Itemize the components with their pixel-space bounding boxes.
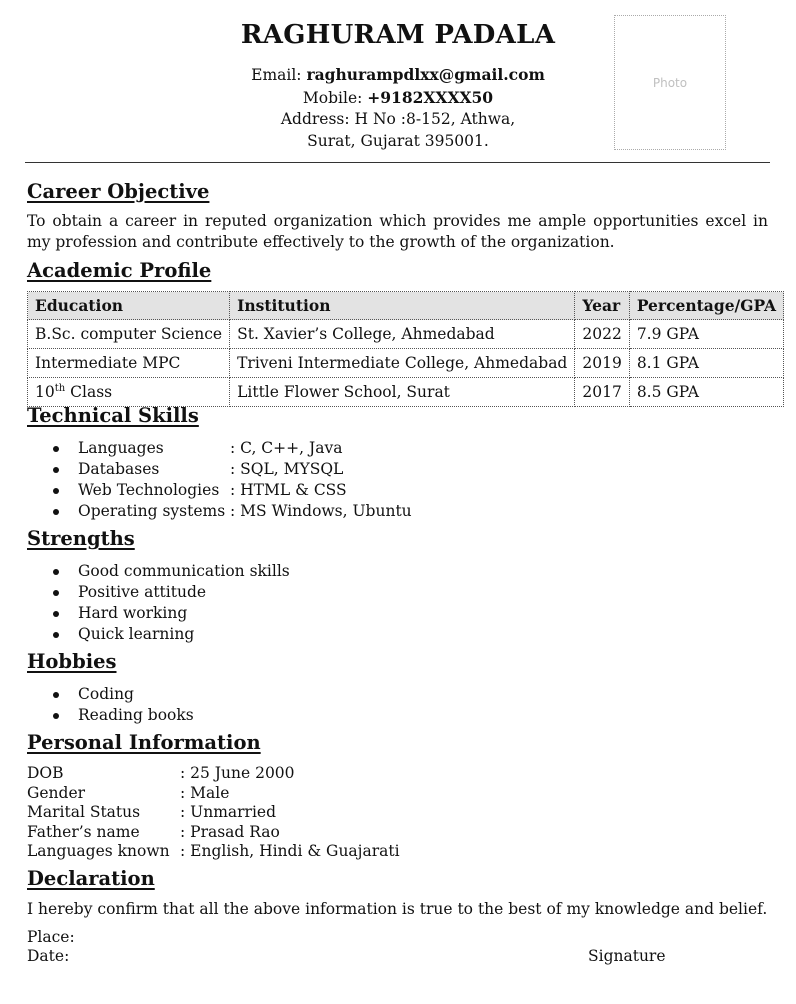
- declaration-text: I hereby confirm that all the above information is true to the best of my knowledge and belief.: [27, 900, 768, 918]
- ordinal-suffix: th: [54, 382, 66, 394]
- score-cell: 8.1 GPA: [629, 349, 783, 378]
- technical-skills-heading: Technical Skills: [27, 404, 199, 427]
- score-cell: 8.5 GPA: [629, 378, 783, 407]
- info-key: Marital Status: [27, 803, 141, 821]
- table-row: [28, 349, 784, 378]
- bullet-icon: [53, 713, 59, 719]
- bullet-icon: [53, 692, 59, 698]
- mobile-line: [170, 88, 626, 107]
- bullet-icon: [53, 488, 59, 494]
- header-divider: [25, 162, 770, 163]
- info-value: : Male: [180, 783, 230, 802]
- column-header: Year: [575, 292, 629, 320]
- column-header: Percentage/GPA: [629, 292, 783, 320]
- info-value: : 25 June 2000: [180, 764, 295, 782]
- bullet-icon: [53, 590, 59, 596]
- bullet-icon: [53, 611, 59, 617]
- table-header-row: [28, 292, 784, 320]
- skill-label: Operating systems: [78, 502, 226, 520]
- year-cell: 2017: [575, 378, 629, 407]
- bullet-icon: [53, 509, 59, 515]
- education-number: 10: [35, 383, 55, 402]
- hobby-text: Reading books: [78, 706, 194, 724]
- institution-cell: Little Flower School, Surat: [230, 378, 575, 407]
- skill-value: : HTML & CSS: [230, 481, 347, 499]
- education-cell: Intermediate MPC: [28, 349, 230, 378]
- education-cell: B.Sc. computer Science: [28, 320, 230, 349]
- info-value: : Prasad Rao: [180, 822, 280, 841]
- strength-text: Quick learning: [78, 625, 195, 643]
- email-line: [170, 65, 626, 84]
- skill-label: Databases: [78, 460, 160, 478]
- institution-cell: St. Xavier’s College, Ahmedabad: [230, 320, 575, 349]
- career-objective-heading: Career Objective: [27, 180, 210, 203]
- table-row: [28, 320, 784, 349]
- education-cell: [28, 378, 230, 407]
- strength-text: Good communication skills: [78, 562, 290, 580]
- academic-table: [27, 291, 784, 407]
- place-label: Place:: [27, 928, 75, 946]
- career-objective-text: To obtain a career in reputed organization which provides me ample opportunities excel in my profession and contribute effectively to the growth of the organization.: [27, 212, 768, 251]
- bullet-icon: [53, 569, 59, 575]
- skill-value: : MS Windows, Ubuntu: [230, 502, 412, 520]
- strengths-heading: Strengths: [27, 527, 135, 550]
- mobile-label: Mobile:: [302, 89, 368, 107]
- skill-label: Web Technologies: [78, 481, 220, 499]
- info-key: Father’s name: [27, 822, 140, 841]
- signature-label: Signature: [588, 947, 666, 965]
- declaration-heading: Declaration: [27, 867, 155, 890]
- bullet-icon: [53, 467, 59, 473]
- candidate-name: RAGHURAM PADALA: [240, 20, 556, 50]
- info-key: Gender: [27, 783, 86, 802]
- bullet-icon: [53, 446, 59, 452]
- mobile-value: +9182XXXX50: [367, 88, 494, 107]
- info-value: : English, Hindi & Guajarati: [180, 842, 400, 860]
- address-line-1: Address: H No :8-152, Athwa,: [280, 110, 516, 128]
- photo-placeholder: Photo: [614, 15, 726, 150]
- academic-profile-heading: Academic Profile: [27, 259, 212, 282]
- email-label: Email:: [251, 66, 307, 84]
- email-value: raghurampdlxx@gmail.com: [306, 65, 545, 84]
- strength-text: Positive attitude: [78, 583, 207, 601]
- info-key: Languages known: [27, 842, 170, 860]
- score-cell: 7.9 GPA: [629, 320, 783, 349]
- strength-text: Hard working: [78, 604, 188, 622]
- personal-information-heading: Personal Information: [27, 731, 261, 754]
- date-label: Date:: [27, 947, 70, 965]
- info-value: : Unmarried: [180, 803, 277, 821]
- skill-value: : SQL, MYSQL: [230, 460, 344, 478]
- skill-value: : C, C++, Java: [230, 439, 343, 457]
- column-header: Institution: [230, 292, 575, 320]
- education-rest: Class: [65, 383, 113, 402]
- info-key: DOB: [27, 764, 64, 782]
- skill-label: Languages: [78, 439, 164, 457]
- hobbies-heading: Hobbies: [27, 650, 117, 673]
- institution-cell: Triveni Intermediate College, Ahmedabad: [230, 349, 575, 378]
- table-row: [28, 378, 784, 407]
- address-line-2: Surat, Gujarat 395001.: [307, 132, 489, 150]
- column-header: Education: [28, 292, 230, 320]
- bullet-icon: [53, 632, 59, 638]
- hobby-text: Coding: [78, 685, 134, 703]
- year-cell: 2022: [575, 320, 629, 349]
- year-cell: 2019: [575, 349, 629, 378]
